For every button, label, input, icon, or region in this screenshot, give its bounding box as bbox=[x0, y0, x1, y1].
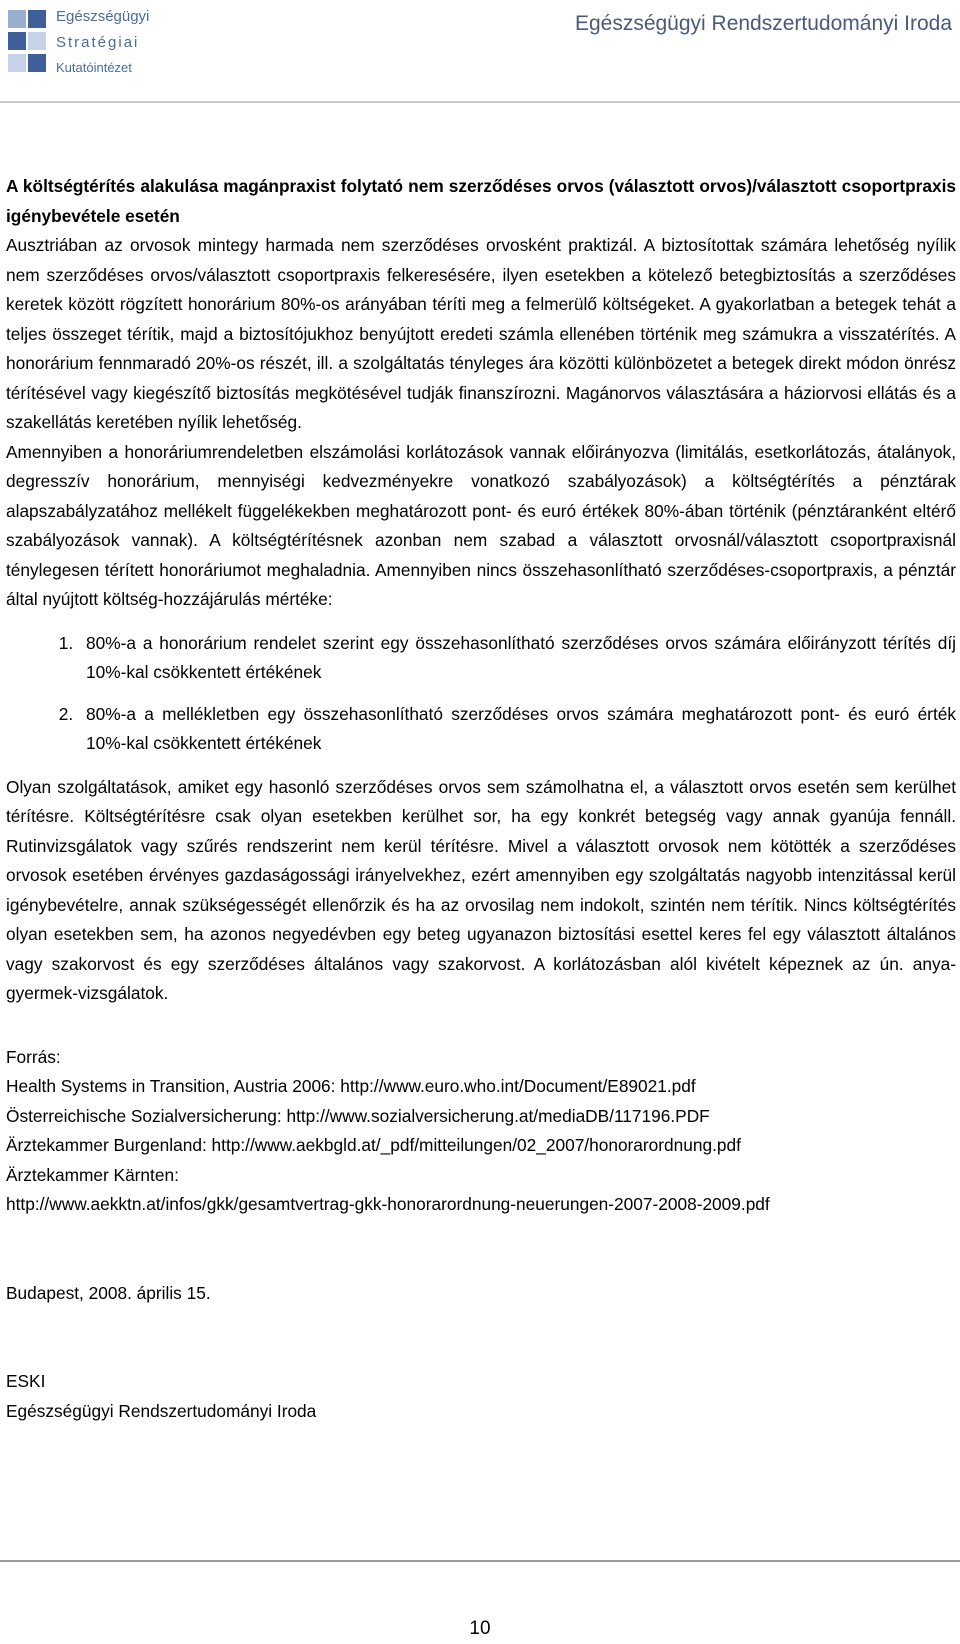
list-item: 1. 80%-a a honorárium rendelet szerint egy összehasonlítható szerződéses orvos számára előirányzott térítés díj 10%-kal csökkentett értékének bbox=[78, 629, 956, 688]
logo-square-icon bbox=[8, 10, 26, 28]
eski-logo bbox=[8, 4, 148, 84]
logo-line-2: Stratégiai bbox=[56, 34, 140, 51]
paragraph-1: Ausztriában az orvosok mintegy harmada nem szerződéses orvosként praktizál. A biztosítottak számára lehetőség nyílik nem szerződéses orvos/választott csoportpraxis felkeresésére, ilyen esetekben a kötelező betegbiztosítás a szerződéses keretek között rögzített honorárium 80%-os arányában téríti meg a felmerülő költségeket. A gyakorlatban a betegek tehát a teljes összeget térítik, majd a biztosítójukhoz benyújtott eredeti számla ellenében történik meg számukra a visszatérítés. A honorárium fennmaradó 20%-os részét, ill. a szolgáltatás tényleges ára közötti különbözetet a betegek direkt módon önrész térítésével vagy kiegészítő biztosítás megkötésével tudják finanszírozni. Magánorvos választására a háziorvosi ellátás és a szakellátás keretében nyílik lehetőség. bbox=[6, 235, 956, 432]
logo-line-3: Kutatóintézet bbox=[56, 60, 132, 75]
source-item: Health Systems in Transition, Austria 2006: http://www.euro.who.int/Document/E89021.pdf bbox=[6, 1076, 696, 1096]
source-item: Österreichische Sozialversicherung: http://www.sozialversicherung.at/mediaDB/117196.PDF bbox=[6, 1105, 710, 1126]
logo-square-icon bbox=[28, 10, 46, 28]
logo-square-icon bbox=[8, 32, 26, 50]
page-number: 10 bbox=[469, 1618, 491, 1639]
list-item: 2. 80%-a a mellékletben egy összehasonlítható szerződéses orvos számára meghatározott pont- és euró érték 10%-kal csökkentett értékének bbox=[78, 700, 956, 759]
signature-org: ESKI bbox=[6, 1371, 46, 1391]
header-divider bbox=[0, 101, 960, 103]
source-item: http://www.aekktn.at/infos/gkk/gesamtvertrag-gkk-honorarordnung-neuerungen-2007-2008-2009.pdf bbox=[6, 1194, 770, 1214]
sources-label: Forrás: bbox=[6, 1046, 61, 1067]
paragraph-3: Olyan szolgáltatások, amiket egy hasonló szerződéses orvos sem számolhatna el, a választott orvos esetén sem kerülhet térítésre. Költségtérítésre csak olyan esetekben kerülhet sor, ha egy konkrét betegség vagy annak gyanúja fennáll. Rutinvizsgálatok vagy szűrés rendszerint nem kerül térítésre. Mivel a választott orvosok nem kötötték a szerződéses orvosok esetében érvényes gazdaságossági irányelvekhez, ezért amennyiben egy szolgáltatás nagyobb intenzitással kerül igénybevételre, annak szükségességét ellenőrzik és ha az orvosilag nem indokolt, szintén nem térítik. Nincs költségtérítés olyan esetekben sem, ha azonos negyedévben egy beteg ugyanazon biztosítási esettel keres fel egy választott általános vagy szakorvost és egy szerződéses általános vagy szakorvost. A korlátozásban alól kivételt képeznek az ún. anya-gyermek-vizsgálatok. bbox=[6, 776, 956, 1003]
source-item: Ärztekammer Kärnten: bbox=[6, 1164, 179, 1185]
paragraph-2: Amennyiben a honoráriumrendeletben elszámolási korlátozások vannak előirányozva (limitálás, esetkorlátozás, átalányok, degresszív honorárium, mennyiségi kedvezményekre vonatkozó szabályozások) a költségtérítés a pénztárak alapszabályzatához mellékelt függelékekben meghatározott pont- és euró értékek 80%-ában történik (pénztáranként eltérő szabályozások vannak). A költségtérítésnek azonban nem szabad a választott orvosnál/választott csoportpraxisnál ténylegesen térített honoráriumot meghaladnia. Amennyiben nincs összehasonlítható szerződéses-csoportpraxis, a pénztár által nyújtott költség-hozzájárulás mértéke: bbox=[6, 441, 956, 609]
logo-square-icon bbox=[28, 32, 46, 50]
date-place: Budapest, 2008. április 15. bbox=[6, 1282, 211, 1303]
header-title: Egészségügyi Rendszertudományi Iroda bbox=[574, 12, 952, 35]
page-header bbox=[0, 0, 960, 106]
signature-dept: Egészségügyi Rendszertudományi Iroda bbox=[6, 1400, 317, 1421]
document-body bbox=[6, 172, 956, 1426]
source-item: Ärztekammer Burgenland: http://www.aekbgld.at/_pdf/mitteilungen/02_2007/honorarordnung.pdf bbox=[6, 1135, 741, 1155]
logo-square-icon bbox=[8, 54, 26, 72]
logo-line-1: Egészségügyi bbox=[56, 8, 150, 25]
section-title: A költségtérítés alakulása magánpraxist folytató nem szerződéses orvos (választott orvos)/választott csoportpraxis igénybevétele esetén bbox=[6, 176, 956, 226]
footer-divider bbox=[0, 1560, 960, 1562]
numbered-list bbox=[6, 629, 956, 759]
logo-square-icon bbox=[28, 54, 46, 72]
